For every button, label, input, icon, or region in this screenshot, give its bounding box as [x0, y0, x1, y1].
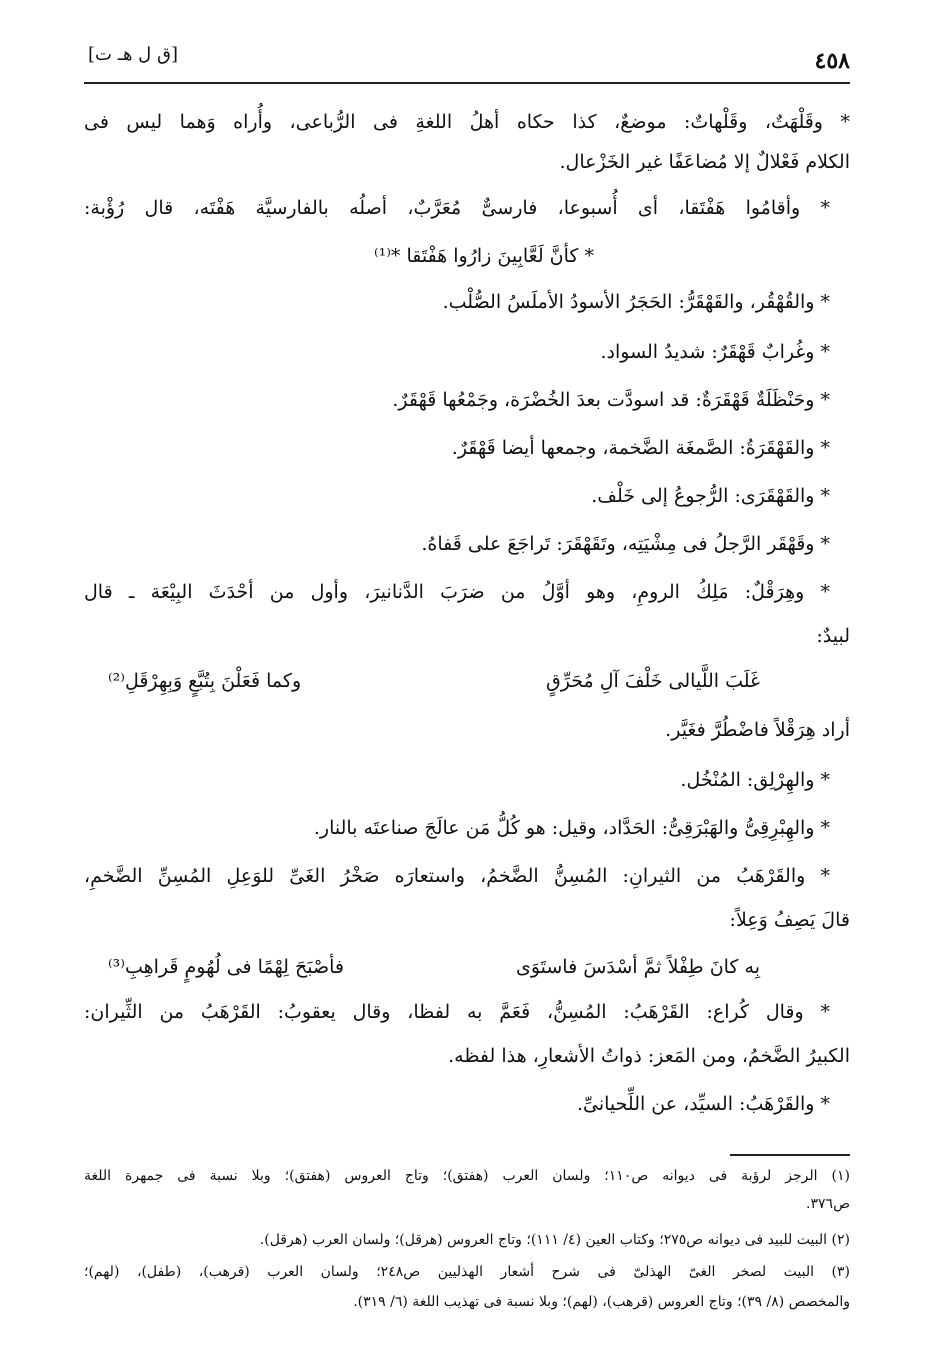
verse-hemistich-2: وكما فَعَلْنَ بِتُبَّعٍ وَبِهِرْقَلِ⁽²⁾: [108, 670, 302, 692]
text-line: قالَ يَصِفُ وَعِلاً:: [729, 909, 850, 931]
text-line: * وقَهْقَر الرَّجلُ فى مِشْيَتِه، وتَقَهْقَرَ: تَراجَعَ على قَفاهُ.: [421, 533, 830, 555]
header-rule: [84, 82, 850, 84]
text-line: * والقَرْهَبُ من الثيرانِ: المُسِنُّ الضَّخمُ، واستعارَه صَخْرُ الغَىِّ للوَعِلِ المُسِنِّ الضَّخمِ،: [84, 865, 830, 887]
footnote: ص٣٧٦.: [806, 1196, 850, 1212]
text-line: * وأقامُوا هَفْتَقا، أى أُسبوعا، فارسىٌّ مُعَرَّبٌ، أصلُه بالفارسيَّة هَفْتَه، قال رُؤْبة:: [84, 197, 830, 219]
text-line: * والهِبْرِقِىُّ والهَبْرَقِىُّ: الحَدَّاد، وقيل: هو كُلُّ مَن عالَجَ صناعتَه بالنار.: [313, 817, 830, 839]
text-line: * وغُرابٌ قَهْقَرٌ: شديدُ السواد.: [600, 341, 830, 363]
text-line: لبيدٌ:: [816, 625, 850, 647]
text-line: أراد هِرَقْلاً فاضْطُرَّ فغَيَّر.: [665, 719, 850, 741]
text-line: * والقُهْقُر، والقَهْقَرُّ: الحَجَرُ الأسودُ الأملَسُ الصُّلْب.: [442, 291, 830, 313]
verse-line: * كأنَّ لَعَّابِينَ زارُوا هَفْتَقا *⁽¹⁾: [373, 245, 594, 267]
footnote: (٢) البيت للبيد فى ديوانه ص٢٧٥؛ وكتاب العين (٤/ ١١١)؛ وتاج العروس (هرقل)؛ ولسان العرب (هرقل).: [259, 1232, 850, 1248]
text-line: الكبيرُ الضَّخمُ، ومن المَعز: ذواتُ الأشعارِ، هذا لفظه.: [448, 1045, 850, 1067]
text-line: * وقال كُراع: القَرْهَبُ: المُسِنُّ، فَعَمَّ به لفظا، وقال يعقوبُ: القَرْهَبُ من الثِّيران:: [84, 1001, 830, 1023]
text-line: * والهِرْلِق: المُنْخُل.: [680, 769, 830, 791]
footnote: والمخصص (٨/ ٣٩)؛ وتاج العروس (قرهب)، (لهم)؛ وبلا نسبة فى تهذيب اللغة (٦/ ٣١٩).: [353, 1294, 850, 1310]
text-line: * والقَهْقَرَى: الرُّجوعُ إلى خَلْف.: [591, 485, 830, 507]
verse-hemistich-1: غَلَبَ اللَّيالى خَلْفَ آلِ مُحَرِّقٍ: [545, 670, 760, 692]
verse-hemistich-1: بِه كانَ طِفْلاً ثمَّ أسْدَسَ فاستَوَى: [515, 956, 760, 978]
text-line: الكلام فَعْلالٌ إلا مُضاعَفًا غير الخَزْعال.: [559, 151, 850, 173]
text-line: * والقَهْقَرَةُ: الصَّمغَة الضَّخمة، وجمعها أيضا قَهْقَرٌ.: [451, 437, 830, 459]
footnote-rule: [730, 1154, 850, 1156]
text-line: * وقَلْهَتٌ، وقَلْهاتٌ: موضعٌ، كذا حكاه أهلُ اللغةِ فى الرُّباعى، وأُراه وَهما ليس فى: [84, 111, 850, 133]
text-line: * وحَنْظَلَةٌ قَهْقَرَةٌ: قد اسودَّت بعدَ الخُضْرَة، وجَمْعُها قَهْقَرٌ.: [392, 389, 830, 411]
footnote: (١) الرجز لرؤبة فى ديوانه ص١١٠؛ ولسان العرب (هفتق)؛ وتاج العروس (هفتق)؛ وبلا نسبة فى جمهرة اللغة: [84, 1168, 850, 1184]
footnote: (٣) البيت لصخر الغىّ الهذلىّ فى شرح أشعار الهذليين ص٢٤٨؛ ولسان العرب (قرهب)، (طفل)، (لهم)؛: [84, 1264, 850, 1280]
root-header: [ق ل هـ ت]: [88, 44, 178, 65]
verse-hemistich-2: فأصْبَحَ لِهْمًا فى لُهُومٍ قَراهِبِ⁽³⁾: [108, 956, 345, 978]
text-line: * وهِرَقْلٌ: مَلِكُ الرومِ، وهو أوَّلُ من ضرَبَ الدَّنانيرَ، وأول من أحْدَثَ البِيْعَة ـ قال: [84, 581, 830, 603]
text-line: * والقَرْهَبُ: السيِّد، عن اللِّحيانىِّ.: [576, 1093, 830, 1115]
page-number: ٤٥٨: [814, 48, 850, 74]
